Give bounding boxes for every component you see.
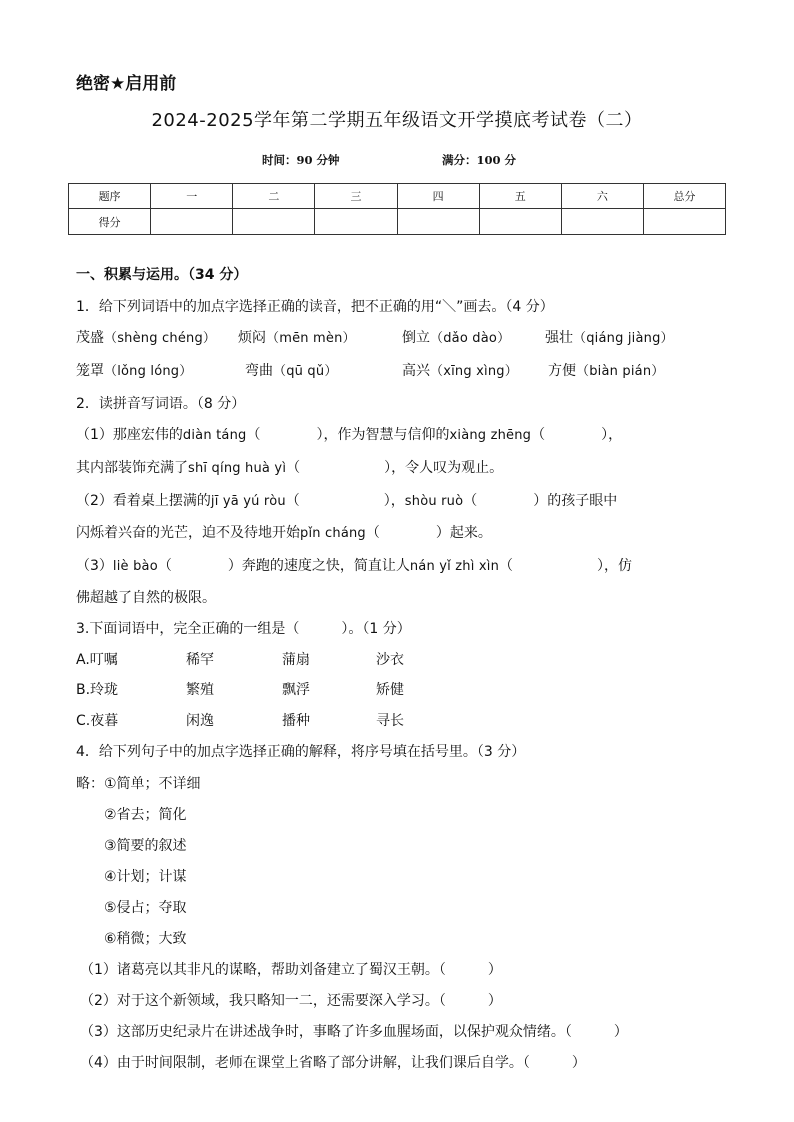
q2-pinyin: shòu ruò (404, 494, 464, 509)
q2-text: 其内部装饰充满了 (76, 460, 188, 476)
exam-time: 时间：90 分钟 (262, 153, 340, 167)
q2-blank: （ ）， (531, 427, 623, 443)
q2-blank: （ ）奔跑的速度之快，简直让人 (157, 558, 410, 574)
q4-sentence-3: （3）这部历史纪录片在讲述战争时，事略了许多血腥场面，以保护观众情绪。（ ） (80, 1024, 628, 1040)
score-table-header-cell: 三 (315, 184, 397, 209)
q3-stem: 3.下面词语中，完全正确的一组是（ ）。（1 分） (76, 621, 411, 637)
q1-item (238, 327, 402, 347)
q2-blank: （ ）起来。 (365, 525, 492, 541)
option-label: C.夜暮 (76, 713, 119, 729)
q1-pinyin: （lǒng lóng） (104, 364, 193, 379)
option-word: 矫健 (376, 682, 404, 698)
option-word: 繁殖 (186, 682, 214, 698)
q2-pinyin: diàn táng (182, 428, 247, 443)
q1-pinyin: （shèng chéng） (104, 331, 217, 346)
option-word: 蒲扇 (282, 652, 310, 668)
q2-p2-line1 (76, 490, 617, 510)
confidential-label: 绝密★启用前 (76, 74, 177, 94)
score-row-label: 得分 (69, 209, 151, 235)
q2-p3-line1 (76, 555, 632, 575)
score-cell[interactable] (561, 209, 643, 235)
score-table-header-cell: 五 (479, 184, 561, 209)
option-word: 播种 (282, 713, 310, 729)
q1-pinyin: （xīng xìng） (430, 364, 518, 379)
q2-blank: （ ），作为智慧与信仰的 (246, 427, 450, 443)
q2-p1-line2 (76, 457, 503, 477)
score-cell[interactable] (479, 209, 561, 235)
q2-p3-line2: 佛超越了自然的极限。 (76, 590, 216, 606)
q4-meaning: ⑥稍微；大致 (104, 931, 187, 947)
exam-full-score: 满分：100 分 (442, 153, 517, 167)
q1-item (402, 360, 548, 380)
q2-text: （2）看着桌上摆满的 (76, 493, 211, 509)
q1-item (545, 327, 674, 347)
exam-title: 2024-2025学年第二学期五年级语文开学摸底考试卷（二） (151, 110, 643, 131)
q1-item (76, 360, 245, 380)
option-word: 沙衣 (376, 652, 404, 668)
q1-word: 方便 (548, 363, 576, 379)
q1-word: 笼罩 (76, 363, 104, 379)
q2-pinyin: pǐn cháng (300, 526, 366, 541)
q1-item (402, 327, 545, 347)
q1-row-1 (76, 327, 674, 347)
q1-word: 强壮 (545, 330, 573, 346)
q2-text: （3） (76, 558, 113, 574)
q2-pinyin: xiàng zhēng (449, 428, 532, 443)
q3-option-b[interactable] (76, 679, 404, 699)
q2-blank: （ ），仿 (499, 558, 633, 574)
score-cell[interactable] (397, 209, 479, 235)
option-word: 闲逸 (186, 713, 214, 729)
q1-item (76, 327, 238, 347)
q4-meaning: ⑤侵占；夺取 (104, 900, 187, 916)
q1-word: 高兴 (402, 363, 430, 379)
q2-pinyin: nán yǐ zhì xìn (409, 559, 500, 574)
option-word: 稀罕 (186, 652, 214, 668)
q4-sentence-2: （2）对于这个新领域，我只略知一二，还需要深入学习。（ ） (80, 993, 502, 1009)
q1-pinyin: （dǎo dào） (430, 331, 511, 346)
option-label: A.叮嘱 (76, 652, 118, 668)
q3-option-a[interactable] (76, 649, 404, 669)
q2-p1-line1 (76, 424, 622, 444)
q2-stem: 2．读拼音写词语。（8 分） (76, 396, 246, 412)
q1-stem: 1．给下列词语中的加点字选择正确的读音，把不正确的用“＼”画去。（4 分） (76, 299, 554, 315)
score-cell[interactable] (233, 209, 315, 235)
q4-meaning: ④计划；计谋 (104, 869, 187, 885)
score-cell[interactable] (151, 209, 233, 235)
q2-blank: （ ），令人叹为观止。 (286, 460, 504, 476)
q4-meaning: 略：①简单；不详细 (76, 776, 201, 792)
q2-pinyin: shī qíng huà yì (188, 461, 287, 476)
q4-meaning: ②省去；简化 (104, 807, 187, 823)
q4-stem: 4．给下列句子中的加点字选择正确的解释，将序号填在括号里。（3 分） (76, 744, 526, 760)
q2-text: （1）那座宏伟的 (76, 427, 183, 443)
option-word: 飘浮 (282, 682, 310, 698)
score-table-header-cell: 题序 (69, 184, 151, 209)
q2-pinyin: liè bào (112, 559, 158, 574)
option-label: B.玲珑 (76, 682, 119, 698)
score-cell[interactable] (315, 209, 397, 235)
q1-item (245, 360, 402, 380)
score-table-header-cell: 一 (151, 184, 233, 209)
q1-word: 烦闷 (238, 330, 266, 346)
q2-pinyin: jī yā yú ròu (210, 494, 286, 509)
q1-row-2 (76, 360, 664, 380)
q2-blank: （ ）的孩子眼中 (463, 493, 618, 509)
score-table-header-cell: 四 (397, 184, 479, 209)
q4-meaning: ③简要的叙述 (104, 838, 187, 854)
score-table-header-cell: 六 (561, 184, 643, 209)
q2-p2-line2 (76, 522, 492, 542)
q2-text: 闪烁着兴奋的光芒，迫不及待地开始 (76, 525, 300, 541)
q1-item (548, 360, 664, 380)
score-table (68, 183, 726, 235)
score-cell[interactable] (643, 209, 725, 235)
score-table-score-row (69, 209, 726, 235)
score-table-header-cell: 二 (233, 184, 315, 209)
q4-sentence-4: （4）由于时间限制，老师在课堂上省略了部分讲解，让我们课后自学。（ ） (80, 1055, 586, 1071)
q2-blank: （ ）， (285, 493, 405, 509)
q1-word: 倒立 (402, 330, 430, 346)
q1-pinyin: （mēn mèn） (266, 331, 356, 346)
q1-pinyin: （biàn pián） (576, 364, 665, 379)
q1-word: 茂盛 (76, 330, 104, 346)
score-table-header-cell: 总分 (643, 184, 725, 209)
section-1-title: 一、积累与运用。（34 分） (76, 267, 248, 283)
q1-pinyin: （qiáng jiàng） (573, 331, 674, 346)
score-table-header-row (69, 184, 726, 209)
option-word: 寻长 (376, 713, 404, 729)
q3-option-c[interactable] (76, 710, 404, 730)
q1-word: 弯曲 (245, 363, 273, 379)
q4-sentence-1: （1）诸葛亮以其非凡的谋略，帮助刘备建立了蜀汉王朝。（ ） (80, 962, 502, 978)
q1-pinyin: （qū qǔ） (273, 364, 338, 379)
